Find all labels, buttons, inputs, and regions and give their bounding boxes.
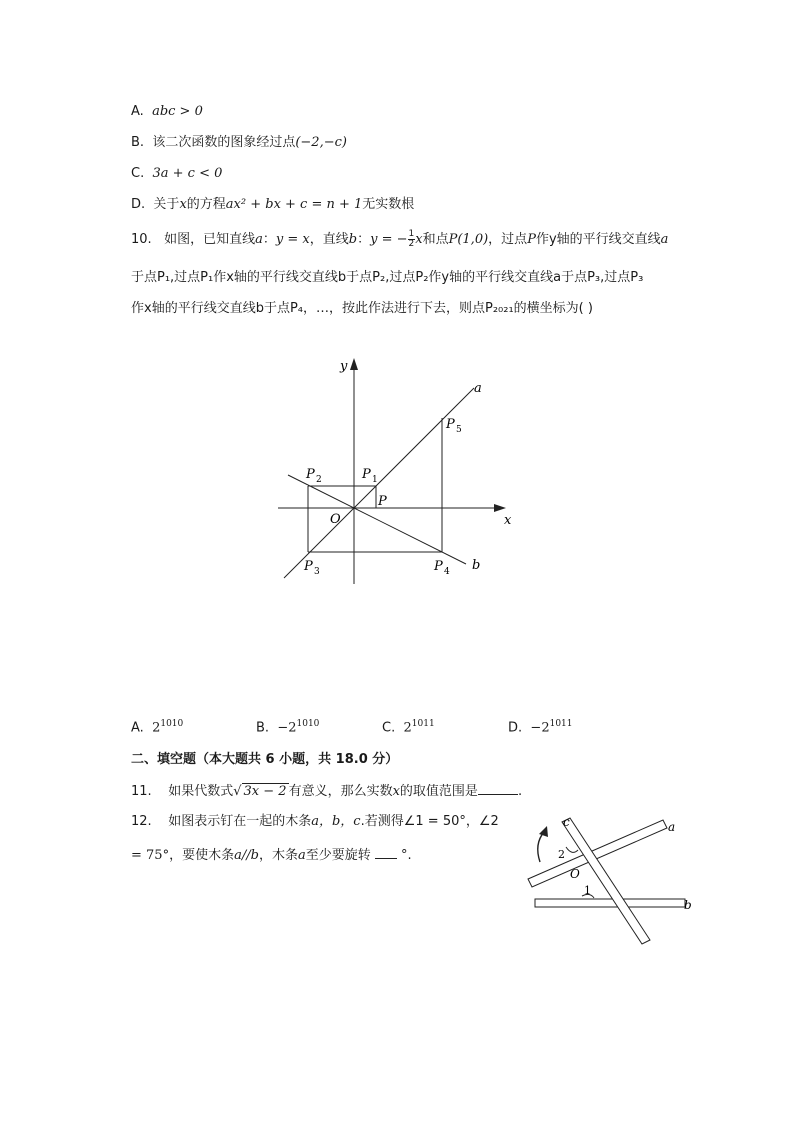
math: a，b，c bbox=[311, 814, 361, 829]
text: 至少要旋转 bbox=[305, 848, 371, 863]
point-p3-label bbox=[303, 559, 320, 577]
q12-wooden-strips-figure bbox=[520, 812, 700, 952]
text: 二、填空题（本大题共 bbox=[131, 752, 262, 767]
text: . bbox=[517, 784, 523, 799]
math: P bbox=[527, 232, 536, 247]
text: ，过点 bbox=[488, 232, 528, 247]
option-label: C. bbox=[131, 166, 145, 181]
point-subscript: 1 bbox=[372, 475, 378, 485]
arrow-head-icon bbox=[539, 826, 548, 837]
strip-c-label: c bbox=[563, 815, 570, 829]
strip-a-label: a bbox=[668, 820, 676, 834]
math: a//b bbox=[234, 848, 259, 863]
var: x bbox=[392, 784, 400, 799]
point-p-label: P bbox=[378, 494, 387, 509]
fraction-numerator: 1 bbox=[408, 229, 415, 239]
option-math: (−2,−c) bbox=[295, 135, 347, 150]
point-p4-label bbox=[433, 559, 450, 577]
point-o-label: O bbox=[570, 867, 580, 881]
option-var: x bbox=[179, 197, 187, 212]
strip-b-label: b bbox=[684, 898, 692, 912]
math: a bbox=[660, 232, 669, 247]
point-p5-label bbox=[445, 417, 462, 435]
text: 18.0 bbox=[335, 752, 368, 767]
point-label: P bbox=[434, 559, 443, 574]
line-b-label: b bbox=[472, 558, 481, 573]
question-number: 11. bbox=[131, 784, 152, 799]
text: 有意义，那么实数 bbox=[288, 784, 393, 799]
option-label: D. bbox=[508, 720, 523, 736]
point-subscript: 3 bbox=[314, 567, 320, 577]
sqrt-icon: √ bbox=[233, 784, 242, 799]
text: ，要使木条 bbox=[169, 848, 235, 863]
point-p1-label bbox=[361, 467, 378, 485]
strip-b bbox=[535, 899, 685, 907]
option-math: abc > 0 bbox=[152, 104, 203, 119]
x-axis-arrow bbox=[494, 504, 506, 512]
q11 bbox=[131, 781, 522, 802]
q10-option-d bbox=[508, 719, 573, 735]
math: P(1,0) bbox=[448, 232, 489, 247]
option-math: 3a + c < 0 bbox=[152, 166, 223, 181]
line-b bbox=[288, 475, 466, 564]
q10-line-1 bbox=[131, 230, 668, 250]
option-math: ax² + bx + c = n + 1 bbox=[225, 197, 363, 212]
option-text: 无实数根 bbox=[362, 197, 415, 212]
radicand: 3x − 2 bbox=[243, 784, 287, 799]
answer-blank[interactable] bbox=[375, 845, 397, 859]
text: ： bbox=[357, 232, 371, 247]
question-number: 10. bbox=[131, 232, 152, 247]
point-label: P bbox=[446, 417, 455, 432]
fraction-denominator: 2 bbox=[408, 239, 415, 249]
math: = 75° bbox=[131, 848, 170, 863]
q12-line-2 bbox=[131, 845, 412, 866]
math: x bbox=[415, 232, 423, 247]
text: 的取值范围是 bbox=[399, 784, 478, 799]
math: a bbox=[255, 232, 263, 247]
text: 若测得∠1 = 50°，∠2 bbox=[364, 814, 499, 829]
option-exponent: 1011 bbox=[411, 719, 435, 729]
answer-blank[interactable] bbox=[478, 781, 518, 795]
text: 如图，已知直线 bbox=[164, 232, 256, 247]
point-p2-label bbox=[305, 467, 322, 485]
text: ： bbox=[262, 232, 276, 247]
option-text: 该二次函数的图象经过点 bbox=[152, 135, 296, 150]
angle-2-arc bbox=[566, 847, 578, 852]
option-exponent: 1011 bbox=[549, 719, 573, 729]
option-base: −2 bbox=[277, 720, 297, 736]
q9-option-a bbox=[131, 102, 203, 122]
point-subscript: 5 bbox=[456, 425, 462, 435]
math: y = − bbox=[370, 232, 408, 247]
q10-option-c bbox=[382, 719, 435, 735]
text: 作y轴的平行线交直线 bbox=[535, 232, 661, 247]
option-text: 关于 bbox=[153, 197, 180, 212]
option-exponent: 1010 bbox=[160, 719, 184, 729]
option-base: 2 bbox=[152, 720, 161, 736]
q10-coordinate-figure bbox=[270, 350, 530, 590]
option-base: −2 bbox=[530, 720, 550, 736]
text: ，直线 bbox=[309, 232, 349, 247]
text: 如果代数式 bbox=[168, 784, 234, 799]
question-number: 12. bbox=[131, 814, 152, 829]
line-a-label: a bbox=[474, 381, 482, 396]
option-label: A. bbox=[131, 720, 144, 736]
point-label: P bbox=[304, 559, 313, 574]
x-axis-label: x bbox=[504, 513, 512, 528]
q9-option-c bbox=[131, 164, 222, 184]
option-label: D. bbox=[131, 197, 146, 212]
rotation-arrow bbox=[538, 832, 544, 862]
math: b bbox=[348, 232, 358, 247]
point-label: P bbox=[362, 467, 371, 482]
q9-option-d bbox=[131, 195, 414, 215]
y-axis-arrow bbox=[350, 358, 358, 370]
text: °. bbox=[401, 848, 412, 863]
q10-line-3: 作x轴的平行线交直线b于点P₄，…，按此作法进行下去，则点P₂₀₂₁的横坐标为( ) bbox=[131, 301, 593, 316]
section-heading bbox=[131, 750, 398, 770]
y-axis-label: y bbox=[340, 359, 348, 374]
angle-2-label: 2 bbox=[558, 848, 565, 861]
q12-line-1: 12. 如图表示钉在一起的木条a，b，c.若测得∠1 = 50°，∠2 bbox=[131, 814, 499, 829]
q10-line-2: 于点P₁,过点P₁作x轴的平行线交直线b于点P₂,过点P₂作y轴的平行线交直线a于点P₃,过点P₃ bbox=[131, 270, 644, 285]
point-label: P bbox=[306, 467, 315, 482]
option-exponent: 1010 bbox=[296, 719, 320, 729]
q10-option-b bbox=[256, 719, 319, 735]
q9-option-b bbox=[131, 133, 347, 153]
text: ，木条 bbox=[258, 848, 298, 863]
option-label: C. bbox=[382, 720, 396, 736]
option-text: 的方程 bbox=[186, 197, 226, 212]
option-base: 2 bbox=[403, 720, 412, 736]
text: 6 bbox=[265, 752, 275, 767]
angle-1-label: 1 bbox=[584, 884, 591, 897]
point-subscript: 2 bbox=[316, 475, 322, 485]
q10-option-a bbox=[131, 719, 183, 735]
math: y = x bbox=[275, 232, 310, 247]
math: a bbox=[297, 848, 306, 863]
text: 小题，共 bbox=[279, 752, 332, 767]
origin-label: O bbox=[330, 512, 341, 527]
text: 和点 bbox=[422, 232, 449, 247]
point-subscript: 4 bbox=[444, 567, 450, 577]
option-label: A. bbox=[131, 104, 144, 119]
text: 分） bbox=[372, 752, 399, 767]
text: 如图表示钉在一起的木条 bbox=[168, 814, 312, 829]
option-label: B. bbox=[256, 720, 270, 736]
option-label: B. bbox=[131, 135, 145, 150]
